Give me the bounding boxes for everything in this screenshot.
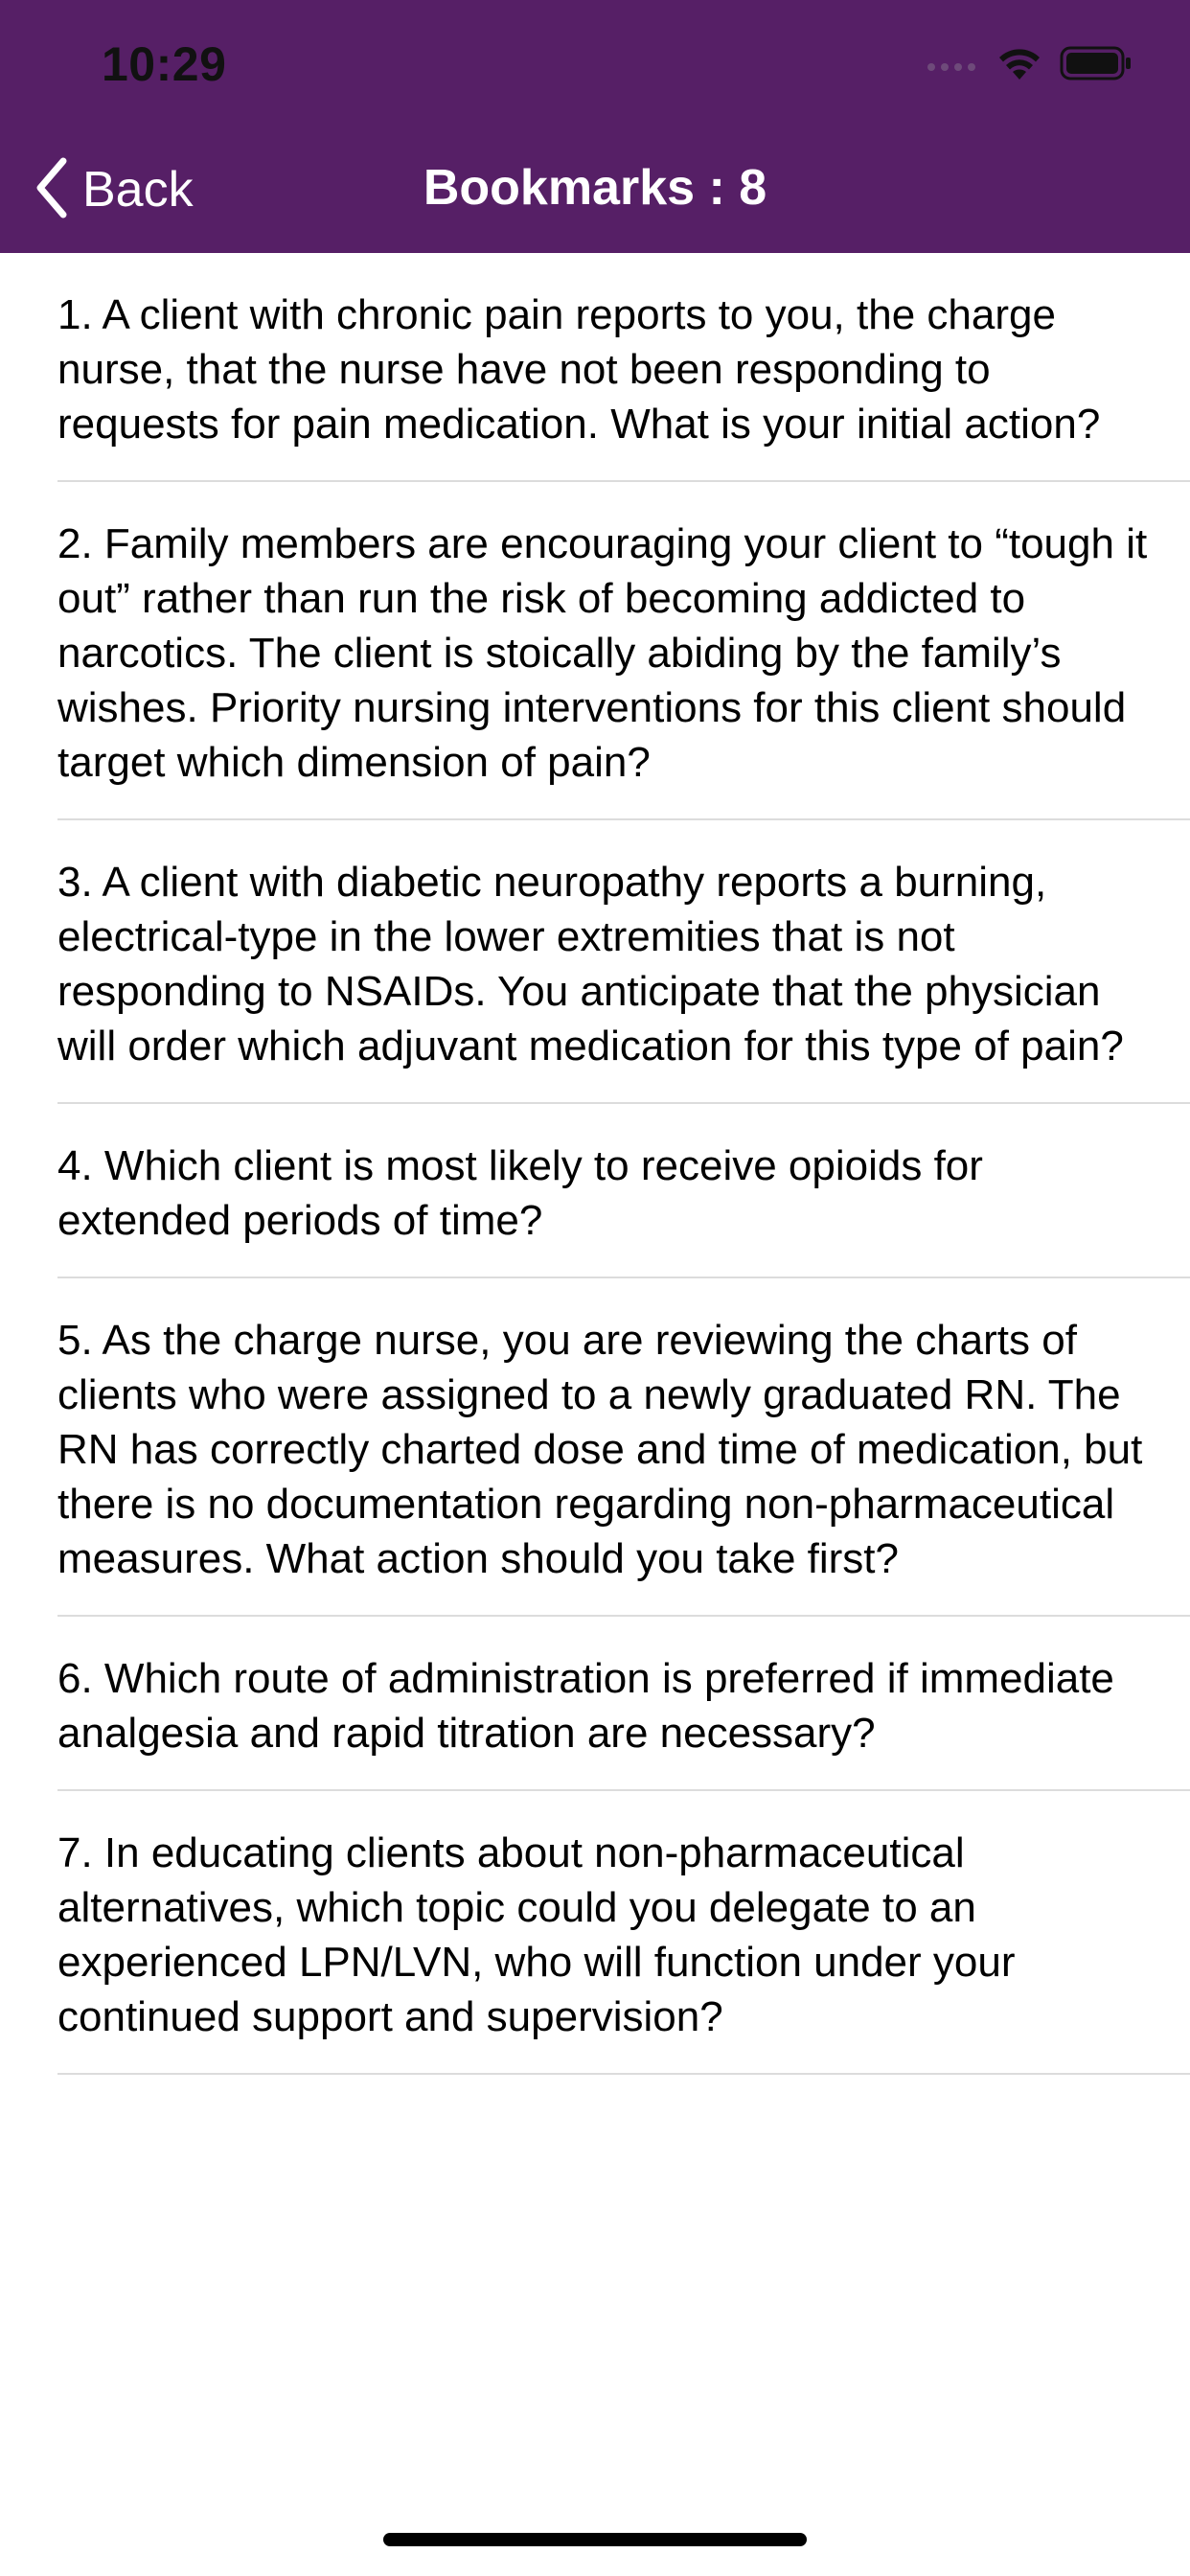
bookmark-question-text: 4. Which client is most likely to receive opioids for extended periods of time? bbox=[57, 1142, 983, 1244]
status-icons bbox=[926, 44, 1133, 86]
wifi-icon bbox=[996, 45, 1042, 86]
list-item[interactable] bbox=[0, 1278, 1190, 1617]
status-bar bbox=[0, 0, 1190, 126]
list-item[interactable] bbox=[0, 1617, 1190, 1791]
home-indicator[interactable] bbox=[383, 2533, 807, 2546]
status-time: 10:29 bbox=[102, 37, 227, 91]
bookmark-question-text: 7. In educating clients about non-pharmaceutical alternatives, which topic could you delegate to an experienced LPN/LVN, who will function under your continued support and supervision? bbox=[57, 1829, 1016, 2040]
page-title: Bookmarks : 8 bbox=[423, 160, 767, 216]
cellular-signal-icon bbox=[926, 54, 979, 78]
bookmark-question-text: 2. Family members are encouraging your client to “tough it out” rather than run the risk of becoming addicted to narcotics. The client is stoically abiding by the family’s wishes. Priority nursing interventions for this client should target which dimension of pain? bbox=[57, 520, 1148, 786]
list-item[interactable] bbox=[0, 1791, 1190, 2075]
navigation-bar bbox=[0, 126, 1190, 253]
battery-icon bbox=[1060, 45, 1133, 86]
list-item[interactable] bbox=[0, 1104, 1190, 1278]
list-item[interactable] bbox=[0, 253, 1190, 482]
bookmark-list bbox=[0, 253, 1190, 2075]
bookmark-question-text: 3. A client with diabetic neuropathy reports a burning, electrical-type in the lower extremities that is not responding to NSAIDs. You anticipate that the physician will order which adjuvant medication for this type of pain? bbox=[57, 859, 1124, 1070]
bookmark-question-text: 1. A client with chronic pain reports to you, the charge nurse, that the nurse have not been responding to requests for pain medication. What is your initial action? bbox=[57, 291, 1101, 448]
list-item[interactable] bbox=[0, 482, 1190, 820]
list-item[interactable] bbox=[0, 820, 1190, 1104]
back-label: Back bbox=[82, 162, 194, 218]
bookmark-question-text: 6. Which route of administration is preferred if immediate analgesia and rapid titration are necessary? bbox=[57, 1655, 1114, 1757]
bookmark-question-text: 5. As the charge nurse, you are reviewing the charts of clients who were assigned to a newly graduated RN. The RN has correctly charted dose and time of medication, but there is no documentation regarding non-pharmaceutical measures. What action should you take first? bbox=[57, 1317, 1143, 1582]
